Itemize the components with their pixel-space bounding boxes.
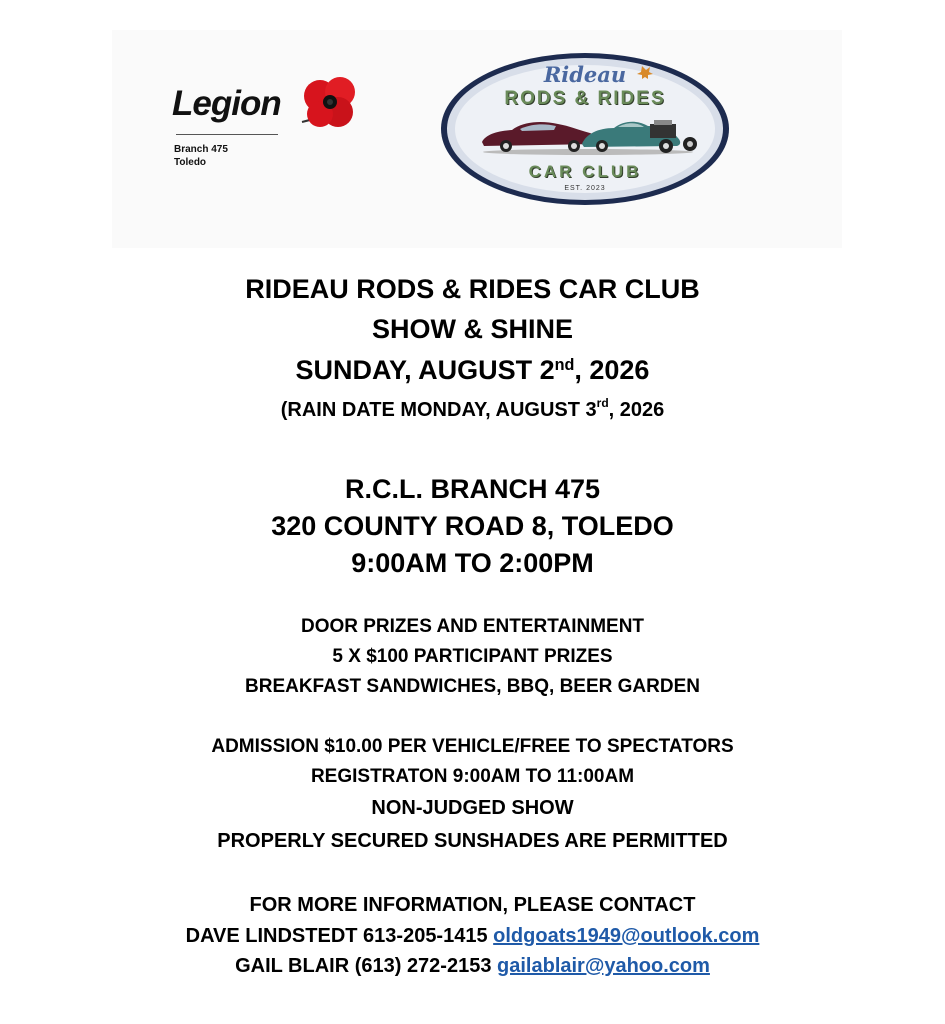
feature-item: DOOR PRIZES AND ENTERTAINMENT bbox=[300, 616, 645, 637]
club-logo-name-line1: RODS & RIDES bbox=[504, 88, 666, 109]
contact-row bbox=[0, 955, 945, 978]
feature-item: BREAKFAST SANDWICHES, BBQ, BEER GARDEN bbox=[245, 676, 700, 697]
rain-date bbox=[0, 396, 945, 422]
address: 320 COUNTY ROAD 8, TOLEDO bbox=[271, 511, 674, 541]
show-name: SHOW & SHINE bbox=[371, 314, 573, 344]
classic-cars-icon bbox=[478, 116, 698, 156]
club-logo bbox=[438, 50, 732, 208]
contact-heading: FOR MORE INFORMATION, PLEASE CONTACT bbox=[249, 894, 696, 916]
legion-divider bbox=[176, 134, 278, 135]
rain-date-main: (RAIN DATE MONDAY, AUGUST 3 bbox=[280, 399, 597, 421]
email-link[interactable]: gailablair@yahoo.com bbox=[497, 955, 710, 977]
contact-name-phone: DAVE LINDSTEDT 613-205-1415 bbox=[185, 925, 488, 947]
event-date bbox=[0, 355, 945, 386]
club-logo-name-line2: CAR CLUB bbox=[528, 162, 642, 181]
email-link[interactable]: oldgoats1949@outlook.com bbox=[493, 925, 760, 947]
judging: NON-JUDGED SHOW bbox=[371, 797, 574, 819]
event-date-ordinal: nd bbox=[554, 356, 575, 374]
contact-name-phone: GAIL BLAIR (613) 272-2153 bbox=[235, 955, 492, 977]
club-logo-est: EST. 2023 bbox=[564, 185, 606, 192]
venue: R.C.L. BRANCH 475 bbox=[344, 474, 601, 504]
rain-date-ordinal: rd bbox=[596, 396, 609, 410]
contact-row bbox=[0, 925, 945, 948]
legion-branch: Branch 475 bbox=[174, 144, 228, 155]
poppy-icon bbox=[298, 70, 362, 134]
feature-item: 5 X $100 PARTICIPANT PRIZES bbox=[332, 646, 613, 667]
legion-location: Toledo bbox=[174, 157, 207, 168]
event-date-year: , 2026 bbox=[574, 355, 650, 385]
sunshades: PROPERLY SECURED SUNSHADES ARE PERMITTED bbox=[217, 830, 728, 852]
legion-wordmark: Legion bbox=[172, 84, 281, 123]
event-date-main: SUNDAY, AUGUST 2 bbox=[295, 355, 555, 385]
rain-date-year: , 2026 bbox=[608, 399, 665, 421]
hours: 9:00AM TO 2:00PM bbox=[351, 548, 594, 578]
club-title: RIDEAU RODS & RIDES CAR CLUB bbox=[245, 274, 700, 304]
club-logo-script: Rideau bbox=[543, 62, 627, 87]
registration: REGISTRATON 9:00AM TO 11:00AM bbox=[310, 766, 635, 787]
admission: ADMISSION $10.00 PER VEHICLE/FREE TO SPECTATORS bbox=[211, 736, 734, 757]
